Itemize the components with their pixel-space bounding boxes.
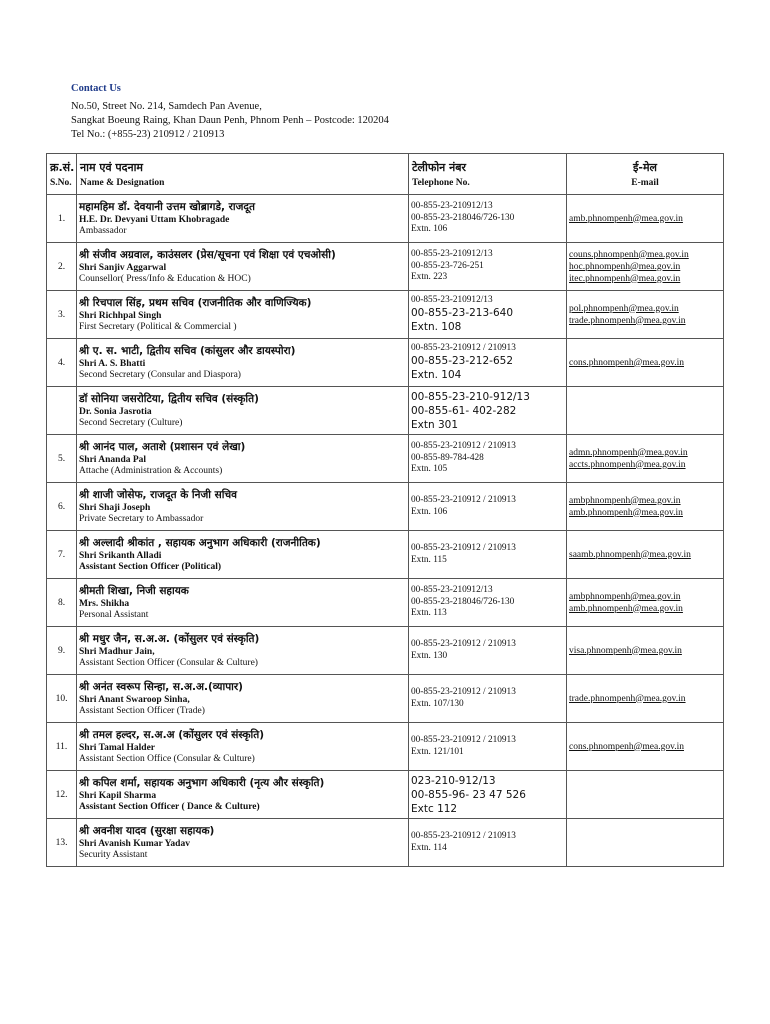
row-english-name: Shri Shaji Joseph	[79, 502, 151, 513]
row-designation: Second Secretary (Culture)	[79, 418, 183, 428]
telephone-line: 00-855-23-210912 / 210913	[411, 735, 516, 745]
table-row	[47, 579, 724, 627]
email-link[interactable]: cons.phnompenh@mea.gov.in	[569, 357, 684, 368]
row-name-cell	[77, 579, 409, 627]
row-telephone-cell	[409, 435, 567, 483]
header-name-hindi: नाम एवं पदनाम	[80, 161, 144, 174]
row-designation: First Secretary (Political & Commercial )	[79, 322, 237, 332]
telephone-line: Extn. 115	[411, 554, 447, 565]
email-link[interactable]: admn.phnompenh@mea.gov.in	[569, 447, 688, 458]
row-hindi-name: श्री मधुर जैन, स.अ.अ. (कोंसुलर एवं संस्कृति)	[79, 632, 260, 645]
telephone-line: Extn. 113	[411, 608, 447, 619]
row-telephone-cell	[409, 483, 567, 531]
telephone-line: 00-855-23-210912/13	[411, 294, 493, 305]
row-sno: 12.	[47, 771, 77, 819]
row-sno: 1.	[47, 195, 77, 243]
table-row	[47, 627, 724, 675]
header-email-hindi: ई-मेल	[632, 161, 657, 174]
row-telephone-cell	[409, 819, 567, 867]
telephone-line: 00-855-23-726-251	[411, 260, 484, 271]
row-sno: 2.	[47, 243, 77, 291]
telephone-line: 023-210-912/13	[411, 774, 496, 787]
header-sno-hindi: क्र.सं.	[50, 161, 75, 174]
telephone-line: Extn. 114	[411, 842, 447, 853]
header-name-english: Name & Designation	[80, 178, 165, 188]
row-name-cell	[77, 771, 409, 819]
row-email-cell	[567, 675, 724, 723]
contact-title: Contact Us	[71, 83, 121, 94]
table-row	[47, 771, 724, 819]
telephone-line: 00-855-23-212-652	[411, 355, 514, 368]
row-hindi-name: श्री तमल हल्दर, स.अ.अ (कोंसुलर एवं संस्कृति)	[79, 728, 265, 741]
email-link[interactable]: hoc.phnompenh@mea.gov.in	[569, 261, 681, 272]
row-hindi-name: श्री संजीव अग्रवाल, काउंसलर (प्रेस/सूचना एवं शिक्षा एवं एचओसी)	[79, 248, 336, 261]
row-hindi-name: श्री अल्लादी श्रीकांत , सहायक अनुभाग अधिकारी (राजनीतिक)	[79, 536, 321, 549]
email-link[interactable]: trade.phnompenh@mea.gov.in	[569, 693, 686, 704]
telephone-line: Extn. 130	[411, 650, 448, 661]
row-english-name: Shri Avanish Kumar Yadav	[79, 838, 190, 849]
header-name	[77, 154, 409, 195]
row-name-cell	[77, 243, 409, 291]
email-link[interactable]: ambphnompenh@mea.gov.in	[569, 495, 681, 506]
row-email-cell	[567, 243, 724, 291]
table-row	[47, 531, 724, 579]
row-english-name: Shri Madhur Jain,	[79, 646, 155, 657]
row-hindi-name: श्री अनंत स्वरूप सिन्हा, स.अ.अ.(व्यापार)	[79, 680, 243, 693]
row-email-cell	[567, 339, 724, 387]
row-telephone-cell	[409, 195, 567, 243]
row-sno: 8.	[47, 579, 77, 627]
email-link[interactable]: amb.phnompenh@mea.gov.in	[569, 213, 683, 224]
row-email-cell	[567, 771, 724, 819]
telephone-line: 00-855-23-218046/726-130	[411, 596, 515, 607]
row-telephone-cell	[409, 771, 567, 819]
telephone-line: 00-855-23-218046/726-130	[411, 212, 515, 223]
row-sno: 11.	[47, 723, 77, 771]
row-email-cell	[567, 291, 724, 339]
row-telephone-cell	[409, 291, 567, 339]
row-name-cell	[77, 531, 409, 579]
row-email-cell	[567, 627, 724, 675]
telephone-line: Extn. 223	[411, 272, 448, 283]
row-english-name: Dr. Sonia Jasrotia	[79, 406, 152, 417]
row-english-name: Mrs. Shikha	[79, 598, 130, 609]
table-row	[47, 675, 724, 723]
address-line-2: Sangkat Boeung Raing, Khan Daun Penh, Phnom Penh – Postcode: 120204	[71, 115, 389, 126]
table-row	[47, 483, 724, 531]
row-designation: Private Secretary to Ambassador	[79, 514, 204, 524]
row-hindi-name: डॉ सोनिया जसरोटिया, द्वितीय सचिव (संस्कृति)	[79, 392, 259, 405]
row-name-cell	[77, 291, 409, 339]
table-row	[47, 339, 724, 387]
row-sno: 10.	[47, 675, 77, 723]
email-link[interactable]: itec.phnompenh@mea.gov.in	[569, 273, 681, 284]
telephone-line: 00-855-61- 402-282	[411, 404, 517, 417]
telephone-line: 00-855-23-210912/13	[411, 201, 493, 212]
row-designation: Second Secretary (Consular and Diaspora)	[79, 370, 241, 380]
header-tel-english: Telephone No.	[412, 178, 470, 188]
row-email-cell	[567, 819, 724, 867]
row-hindi-name: श्रीमती शिखा, निजी सहायक	[79, 584, 189, 597]
email-link[interactable]: amb.phnompenh@mea.gov.in	[569, 507, 683, 518]
row-designation: Assistant Section Officer (Trade)	[79, 706, 205, 716]
row-designation: Assistant Section Officer (Consular & Culture)	[79, 658, 258, 668]
telephone-line: Extn. 105	[411, 464, 448, 475]
row-designation: Assistant Section Office (Consular & Culture)	[79, 754, 255, 764]
row-telephone-cell	[409, 723, 567, 771]
telephone-line: Extn. 107/130	[411, 698, 464, 709]
header-email	[567, 154, 724, 195]
row-english-name: Shri A. S. Bhatti	[79, 358, 146, 369]
contact-block	[71, 82, 389, 142]
contact-table	[46, 153, 724, 867]
table-row	[47, 819, 724, 867]
row-designation: Security Assistant	[79, 850, 148, 860]
email-link[interactable]: amb.phnompenh@mea.gov.in	[569, 603, 683, 614]
telephone-line: Extn 301	[411, 418, 458, 431]
row-sno: 7.	[47, 531, 77, 579]
email-link[interactable]: trade.phnompenh@mea.gov.in	[569, 315, 686, 326]
row-name-cell	[77, 483, 409, 531]
table-row	[47, 435, 724, 483]
row-name-cell	[77, 435, 409, 483]
telephone-line: Extn. 106	[411, 506, 448, 517]
row-name-cell	[77, 675, 409, 723]
row-hindi-name: श्री शाजी जोसेफ, राजदूत के निजी सचिव	[79, 488, 237, 501]
row-english-name: Shri Richhpal Singh	[79, 310, 162, 321]
table-row	[47, 243, 724, 291]
row-hindi-name: श्री रिचपाल सिंह, प्रथम सचिव (राजनीतिक और वाणिज्यिक)	[79, 296, 312, 309]
row-hindi-name: श्री ए. स. भाटी, द्वितीय सचिव (कांसुलर और डायस्पोरा)	[79, 344, 296, 357]
row-email-cell	[567, 195, 724, 243]
header-email-english: E-mail	[631, 178, 659, 188]
address-line-1: No.50, Street No. 214, Samdech Pan Avenue,	[71, 101, 262, 112]
row-sno	[47, 387, 77, 435]
table-body	[47, 195, 724, 867]
row-hindi-name: श्री अवनीश यादव (सुरक्षा सहायक)	[79, 824, 215, 837]
row-english-name: Shri Srikanth Alladi	[79, 550, 162, 561]
row-name-cell	[77, 387, 409, 435]
telephone-line: Extn. 106	[411, 224, 448, 235]
email-link[interactable]: saamb.phnompenh@mea.gov.in	[569, 549, 691, 560]
row-sno: 13.	[47, 819, 77, 867]
row-email-cell	[567, 387, 724, 435]
row-email-cell	[567, 723, 724, 771]
row-sno: 5.	[47, 435, 77, 483]
row-sno: 4.	[47, 339, 77, 387]
telephone-line: 00-855-23-210912 / 210913	[411, 687, 516, 697]
row-name-cell	[77, 723, 409, 771]
row-telephone-cell	[409, 387, 567, 435]
row-hindi-name: श्री कपिल शर्मा, सहायक अनुभाग अधिकारी (नृत्य और संस्कृति)	[79, 776, 325, 789]
row-english-name: Shri Ananda Pal	[79, 454, 147, 465]
row-sno: 9.	[47, 627, 77, 675]
row-telephone-cell	[409, 579, 567, 627]
row-english-name: Shri Kapil Sharma	[79, 790, 157, 801]
row-name-cell	[77, 339, 409, 387]
table-row	[47, 291, 724, 339]
row-english-name: Shri Sanjiv Aggarwal	[79, 262, 167, 273]
tel-line: Tel No.: (+855-23) 210912 / 210913	[71, 129, 225, 140]
header-tel-hindi: टेलीफोन नंबर	[412, 161, 467, 174]
email-link[interactable]: cons.phnompenh@mea.gov.in	[569, 741, 684, 752]
row-telephone-cell	[409, 339, 567, 387]
row-sno: 3.	[47, 291, 77, 339]
email-link[interactable]: ambphnompenh@mea.gov.in	[569, 591, 681, 602]
row-email-cell	[567, 531, 724, 579]
telephone-line: 00-855-23-210912/13	[411, 585, 493, 596]
telephone-line: 00-855-23-210912 / 210913	[411, 495, 516, 505]
row-designation: Counsellor( Press/Info & Education & HOC)	[79, 274, 251, 284]
row-hindi-name: महामहिम डॉ. देवयानी उत्तम खोब्रागडे, राजदूत	[79, 200, 255, 213]
row-telephone-cell	[409, 531, 567, 579]
row-sno: 6.	[47, 483, 77, 531]
header-telephone	[409, 154, 567, 195]
table-row	[47, 387, 724, 435]
telephone-line: Extc 112	[411, 802, 458, 815]
telephone-line: 00-855-89-784-428	[411, 452, 484, 463]
row-email-cell	[567, 435, 724, 483]
header-sno-english: S.No.	[50, 178, 72, 188]
telephone-line: 00-855-23-210912 / 210913	[411, 543, 516, 553]
row-designation: Ambassador	[79, 226, 127, 236]
email-link[interactable]: pol.phnompenh@mea.gov.in	[569, 303, 679, 314]
row-english-name: Shri Tamal Halder	[79, 742, 156, 753]
row-telephone-cell	[409, 627, 567, 675]
telephone-line: Extn. 108	[411, 321, 462, 334]
telephone-line: 00-855-23-210912 / 210913	[411, 831, 516, 841]
telephone-line: 00-855-23-210912/13	[411, 249, 493, 260]
row-designation: Personal Assistant	[79, 610, 149, 620]
telephone-line: Extn. 104	[411, 369, 462, 382]
email-link[interactable]: accts.phnompenh@mea.gov.in	[569, 459, 686, 470]
row-hindi-name: श्री आनंद पाल, अताशे (प्रशासन एवं लेखा)	[79, 440, 246, 453]
telephone-line: 00-855-23-210-912/13	[411, 390, 530, 403]
telephone-line: 00-855-23-210912 / 210913	[411, 441, 516, 452]
row-name-cell	[77, 819, 409, 867]
telephone-line: 00-855-96- 23 47 526	[411, 788, 526, 801]
row-english-name: Shri Anant Swaroop Sinha,	[79, 694, 190, 705]
telephone-line: 00-855-23-213-640	[411, 307, 514, 320]
telephone-line: Extn. 121/101	[411, 746, 464, 757]
row-english-name: H.E. Dr. Devyani Uttam Khobragade	[79, 214, 230, 225]
row-designation: Assistant Section Officer (Political)	[79, 562, 222, 572]
row-email-cell	[567, 483, 724, 531]
row-telephone-cell	[409, 243, 567, 291]
email-link[interactable]: visa.phnompenh@mea.gov.in	[569, 645, 682, 656]
row-name-cell	[77, 627, 409, 675]
telephone-line: 00-855-23-210912 / 210913	[411, 342, 516, 353]
row-name-cell	[77, 195, 409, 243]
table-row	[47, 723, 724, 771]
row-designation: Attache (Administration & Accounts)	[79, 466, 223, 476]
table-header-row	[47, 154, 724, 195]
row-designation: Assistant Section Officer ( Dance & Culture)	[79, 802, 260, 812]
row-email-cell	[567, 579, 724, 627]
row-telephone-cell	[409, 675, 567, 723]
header-sno	[47, 154, 77, 195]
email-link[interactable]: couns.phnompenh@mea.gov.in	[569, 249, 689, 260]
table-row	[47, 195, 724, 243]
telephone-line: 00-855-23-210912 / 210913	[411, 639, 516, 649]
